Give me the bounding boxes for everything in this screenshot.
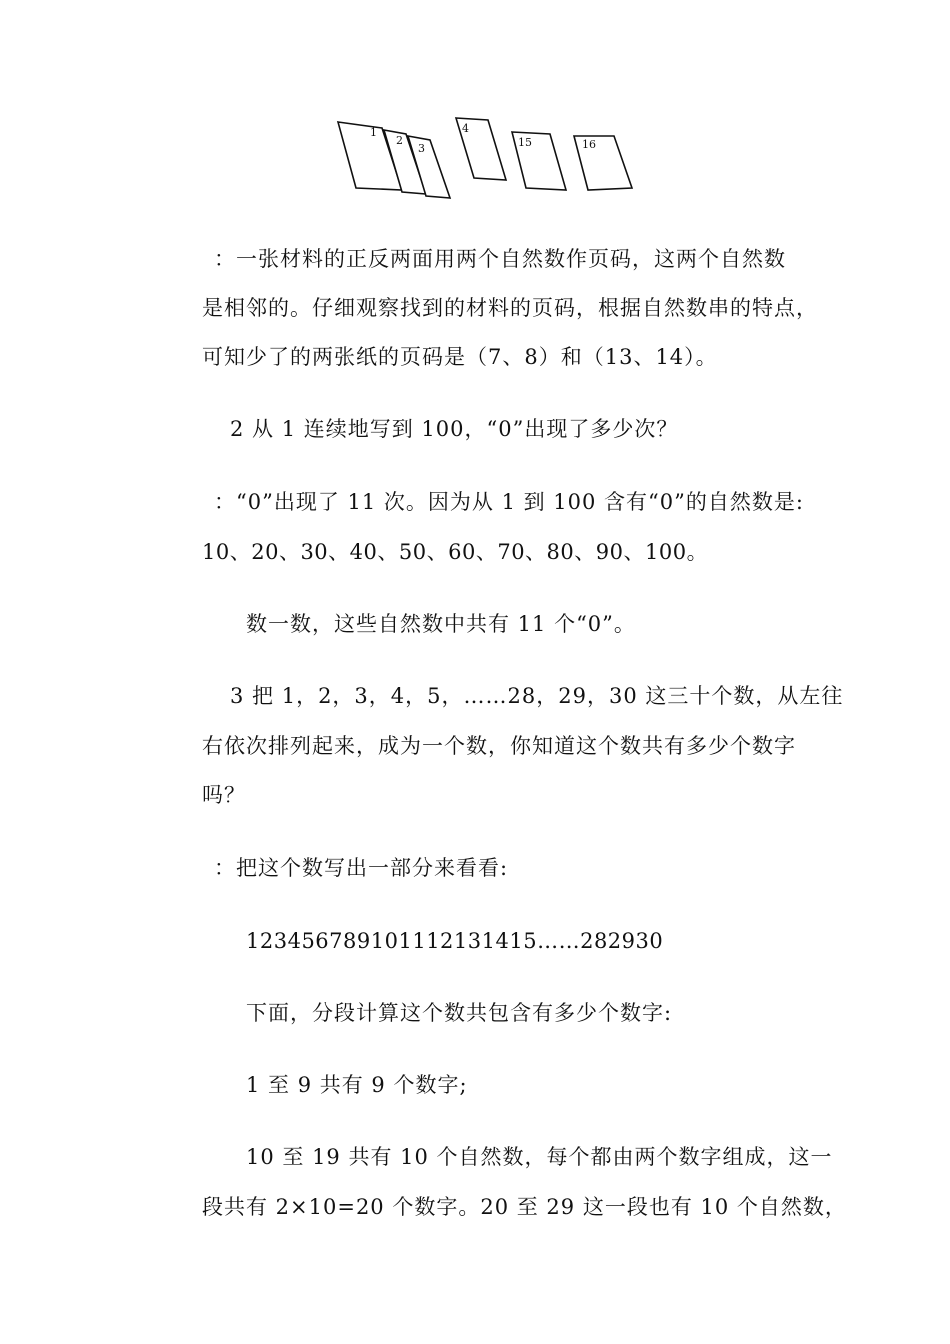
page-sheets-svg bbox=[330, 108, 650, 208]
answer3-line6: 段共有 2×10=20 个数字。20 至 29 这一段也有 10 个自然数， bbox=[202, 1195, 847, 1219]
answer1-line1: ：一张材料的正反两面用两个自然数作页码，这两个自然数 bbox=[214, 247, 786, 271]
answer3-line1: ：把这个数写出一部分来看看: bbox=[214, 856, 509, 880]
answer3-digit-sequence: 1234567891011121314​15……282930 bbox=[246, 929, 664, 953]
page-sheet-15 bbox=[512, 132, 566, 190]
page-sheet-15-label: 15 bbox=[518, 136, 532, 149]
answer3-line4: 1 至 9 共有 9 个数字; bbox=[246, 1073, 468, 1097]
answer2-line3: 数一数，这些自然数中共有 11 个“0”。 bbox=[246, 612, 636, 636]
page-sheets-illustration bbox=[330, 108, 650, 208]
page-sheet-3-label: 3 bbox=[418, 142, 425, 155]
page-sheet-1-label: 1 bbox=[370, 126, 377, 139]
page-sheet-4 bbox=[456, 118, 506, 180]
answer3-line5: 10 至 19 共有 10 个自然数，每个都由两个数字组成，这一 bbox=[246, 1145, 833, 1169]
answer3-line3: 下面，分段计算这个数共包含有多少个数字: bbox=[246, 1001, 673, 1025]
answer1-line2: 是相邻的。仔细观察找到的材料的页码，根据自然数串的特点， bbox=[202, 296, 818, 320]
question3-line2: 右依次排列起来，成为一个数，你知道这个数共有多少个数字 bbox=[202, 734, 796, 758]
question3-line1: 3 把 1，2，3，4，5，……28，29，30 这三十个数，从左往 bbox=[230, 684, 844, 708]
question3-line3: 吗？ bbox=[202, 783, 246, 807]
page-sheet-4-label: 4 bbox=[462, 122, 469, 135]
answer1-line3: 可知少了的两张纸的页码是（7、8）和（13、14）。 bbox=[202, 345, 718, 369]
answer2-line2: 10、20、30、40、50、60、70、80、90、100。 bbox=[202, 540, 709, 564]
page-sheet-16-label: 16 bbox=[582, 138, 596, 151]
page-sheet-16 bbox=[574, 136, 632, 190]
page-sheet-2-label: 2 bbox=[396, 134, 403, 147]
question2-line1: 2 从 1 连续地写到 100，“0”出现了多少次？ bbox=[230, 417, 679, 441]
answer2-line1: ：“0”出现了 11 次。因为从 1 到 100 含有“0”的自然数是: bbox=[214, 490, 804, 514]
